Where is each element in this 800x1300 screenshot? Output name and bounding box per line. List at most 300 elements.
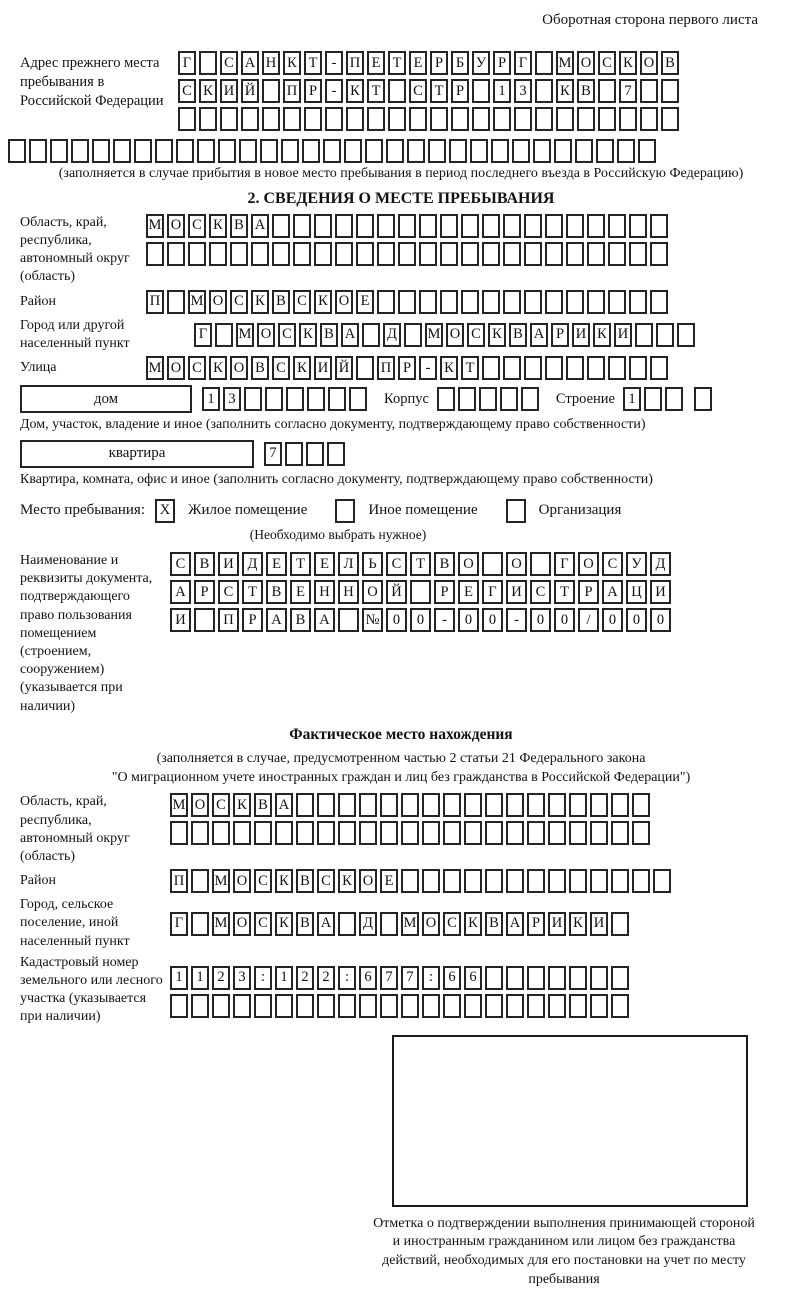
- char-cell[interactable]: Р: [551, 323, 569, 347]
- char-cell[interactable]: 0: [626, 608, 647, 632]
- char-cell[interactable]: П: [218, 608, 239, 632]
- char-cell[interactable]: [524, 290, 542, 314]
- char-cell[interactable]: [380, 793, 398, 817]
- char-cell[interactable]: [134, 139, 152, 163]
- char-cell[interactable]: [29, 139, 47, 163]
- char-cell[interactable]: М: [146, 214, 164, 238]
- char-cell[interactable]: [419, 242, 437, 266]
- char-cell[interactable]: [514, 107, 532, 131]
- char-cell[interactable]: [485, 966, 503, 990]
- char-cell[interactable]: 0: [482, 608, 503, 632]
- char-cell[interactable]: О: [257, 323, 275, 347]
- char-cell[interactable]: 3: [233, 966, 251, 990]
- char-cell[interactable]: [272, 214, 290, 238]
- char-cell[interactable]: Н: [262, 51, 280, 75]
- char-cell[interactable]: К: [593, 323, 611, 347]
- char-cell[interactable]: [451, 107, 469, 131]
- char-cell[interactable]: [587, 356, 605, 380]
- char-cell[interactable]: К: [275, 912, 293, 936]
- char-cell[interactable]: [377, 214, 395, 238]
- char-cell[interactable]: [380, 912, 398, 936]
- char-cell[interactable]: [272, 242, 290, 266]
- char-cell[interactable]: [503, 290, 521, 314]
- char-cell[interactable]: С: [317, 869, 335, 893]
- char-cell[interactable]: [356, 214, 374, 238]
- char-cell[interactable]: 0: [386, 608, 407, 632]
- char-cell[interactable]: Т: [388, 51, 406, 75]
- char-cell[interactable]: [199, 107, 217, 131]
- char-cell[interactable]: [482, 290, 500, 314]
- char-cell[interactable]: Т: [367, 79, 385, 103]
- char-cell[interactable]: [50, 139, 68, 163]
- char-cell[interactable]: Г: [194, 323, 212, 347]
- char-cell[interactable]: Т: [290, 552, 311, 576]
- char-cell[interactable]: Т: [242, 580, 263, 604]
- char-cell[interactable]: М: [146, 356, 164, 380]
- char-cell[interactable]: [632, 869, 650, 893]
- char-cell[interactable]: [661, 79, 679, 103]
- char-cell[interactable]: [512, 139, 530, 163]
- char-cell[interactable]: И: [614, 323, 632, 347]
- char-cell[interactable]: [443, 821, 461, 845]
- char-cell[interactable]: [472, 79, 490, 103]
- char-cell[interactable]: 0: [410, 608, 431, 632]
- char-cell[interactable]: [359, 821, 377, 845]
- char-cell[interactable]: [485, 821, 503, 845]
- char-cell[interactable]: [362, 323, 380, 347]
- char-cell[interactable]: [304, 107, 322, 131]
- char-cell[interactable]: [640, 79, 658, 103]
- char-cell[interactable]: [556, 107, 574, 131]
- char-cell[interactable]: 2: [317, 966, 335, 990]
- char-cell[interactable]: [506, 793, 524, 817]
- char-cell[interactable]: [327, 442, 345, 466]
- char-cell[interactable]: О: [362, 580, 383, 604]
- char-cell[interactable]: А: [341, 323, 359, 347]
- char-cell[interactable]: [401, 821, 419, 845]
- char-cell[interactable]: М: [170, 793, 188, 817]
- char-cell[interactable]: №: [362, 608, 383, 632]
- char-cell[interactable]: [71, 139, 89, 163]
- stay-type-checkbox-residential[interactable]: X: [155, 499, 175, 523]
- char-cell[interactable]: [422, 793, 440, 817]
- char-cell[interactable]: Т: [410, 552, 431, 576]
- char-cell[interactable]: [306, 442, 324, 466]
- char-cell[interactable]: [566, 214, 584, 238]
- char-cell[interactable]: [569, 966, 587, 990]
- char-cell[interactable]: К: [346, 79, 364, 103]
- char-cell[interactable]: [349, 387, 367, 411]
- char-cell[interactable]: [239, 139, 257, 163]
- char-cell[interactable]: [611, 994, 629, 1018]
- char-cell[interactable]: Р: [194, 580, 215, 604]
- char-cell[interactable]: [640, 107, 658, 131]
- char-cell[interactable]: [611, 793, 629, 817]
- char-cell[interactable]: [472, 107, 490, 131]
- char-cell[interactable]: [545, 242, 563, 266]
- char-cell[interactable]: И: [220, 79, 238, 103]
- char-cell[interactable]: 7: [264, 442, 282, 466]
- char-cell[interactable]: К: [619, 51, 637, 75]
- char-cell[interactable]: 6: [464, 966, 482, 990]
- char-cell[interactable]: [443, 869, 461, 893]
- char-cell[interactable]: И: [572, 323, 590, 347]
- char-cell[interactable]: [440, 290, 458, 314]
- char-cell[interactable]: [548, 994, 566, 1018]
- char-cell[interactable]: [262, 107, 280, 131]
- char-cell[interactable]: [482, 214, 500, 238]
- char-cell[interactable]: Е: [409, 51, 427, 75]
- char-cell[interactable]: [191, 912, 209, 936]
- char-cell[interactable]: [307, 387, 325, 411]
- char-cell[interactable]: 0: [554, 608, 575, 632]
- char-cell[interactable]: [244, 387, 262, 411]
- char-cell[interactable]: -: [434, 608, 455, 632]
- char-cell[interactable]: 3: [223, 387, 241, 411]
- char-cell[interactable]: [524, 356, 542, 380]
- char-cell[interactable]: В: [251, 356, 269, 380]
- char-cell[interactable]: [503, 214, 521, 238]
- char-cell[interactable]: О: [335, 290, 353, 314]
- char-cell[interactable]: В: [290, 608, 311, 632]
- char-cell[interactable]: А: [602, 580, 623, 604]
- char-cell[interactable]: 1: [623, 387, 641, 411]
- char-cell[interactable]: [493, 107, 511, 131]
- char-cell[interactable]: К: [488, 323, 506, 347]
- char-cell[interactable]: [338, 608, 359, 632]
- char-cell[interactable]: [524, 242, 542, 266]
- char-cell[interactable]: :: [338, 966, 356, 990]
- char-cell[interactable]: -: [419, 356, 437, 380]
- char-cell[interactable]: [608, 214, 626, 238]
- char-cell[interactable]: [569, 994, 587, 1018]
- char-cell[interactable]: [464, 869, 482, 893]
- char-cell[interactable]: Р: [398, 356, 416, 380]
- char-cell[interactable]: Г: [482, 580, 503, 604]
- char-cell[interactable]: [650, 242, 668, 266]
- char-cell[interactable]: 7: [619, 79, 637, 103]
- char-cell[interactable]: [632, 793, 650, 817]
- char-cell[interactable]: 3: [514, 79, 532, 103]
- char-cell[interactable]: [617, 139, 635, 163]
- char-cell[interactable]: 1: [493, 79, 511, 103]
- char-cell[interactable]: М: [188, 290, 206, 314]
- char-cell[interactable]: К: [251, 290, 269, 314]
- char-cell[interactable]: Р: [434, 580, 455, 604]
- char-cell[interactable]: [212, 821, 230, 845]
- char-cell[interactable]: [380, 994, 398, 1018]
- char-cell[interactable]: Р: [578, 580, 599, 604]
- char-cell[interactable]: [485, 869, 503, 893]
- char-cell[interactable]: [92, 139, 110, 163]
- char-cell[interactable]: [569, 869, 587, 893]
- char-cell[interactable]: В: [485, 912, 503, 936]
- char-cell[interactable]: А: [317, 912, 335, 936]
- char-cell[interactable]: [644, 387, 662, 411]
- char-cell[interactable]: С: [598, 51, 616, 75]
- char-cell[interactable]: [365, 139, 383, 163]
- char-cell[interactable]: [521, 387, 539, 411]
- char-cell[interactable]: Т: [554, 580, 575, 604]
- char-cell[interactable]: [328, 387, 346, 411]
- char-cell[interactable]: 0: [530, 608, 551, 632]
- char-cell[interactable]: Г: [178, 51, 196, 75]
- char-cell[interactable]: И: [218, 552, 239, 576]
- char-cell[interactable]: К: [338, 869, 356, 893]
- char-cell[interactable]: 0: [458, 608, 479, 632]
- char-cell[interactable]: [314, 214, 332, 238]
- char-cell[interactable]: [386, 139, 404, 163]
- char-cell[interactable]: С: [278, 323, 296, 347]
- char-cell[interactable]: [275, 994, 293, 1018]
- char-cell[interactable]: [335, 214, 353, 238]
- char-cell[interactable]: [388, 107, 406, 131]
- char-cell[interactable]: [296, 994, 314, 1018]
- char-cell[interactable]: [587, 242, 605, 266]
- char-cell[interactable]: [325, 107, 343, 131]
- char-cell[interactable]: [356, 242, 374, 266]
- char-cell[interactable]: В: [661, 51, 679, 75]
- char-cell[interactable]: 1: [191, 966, 209, 990]
- char-cell[interactable]: [548, 966, 566, 990]
- char-cell[interactable]: [482, 356, 500, 380]
- char-cell[interactable]: В: [230, 214, 248, 238]
- char-cell[interactable]: [506, 966, 524, 990]
- char-cell[interactable]: Е: [367, 51, 385, 75]
- char-cell[interactable]: [569, 821, 587, 845]
- char-cell[interactable]: [443, 994, 461, 1018]
- char-cell[interactable]: [197, 139, 215, 163]
- char-cell[interactable]: С: [218, 580, 239, 604]
- char-cell[interactable]: [191, 821, 209, 845]
- char-cell[interactable]: К: [209, 356, 227, 380]
- char-cell[interactable]: [167, 290, 185, 314]
- char-cell[interactable]: [419, 214, 437, 238]
- char-cell[interactable]: [409, 107, 427, 131]
- char-cell[interactable]: О: [446, 323, 464, 347]
- char-cell[interactable]: [230, 242, 248, 266]
- char-cell[interactable]: [377, 242, 395, 266]
- char-cell[interactable]: [440, 214, 458, 238]
- char-cell[interactable]: [650, 214, 668, 238]
- char-cell[interactable]: С: [409, 79, 427, 103]
- char-cell[interactable]: [443, 793, 461, 817]
- char-cell[interactable]: [265, 387, 283, 411]
- char-cell[interactable]: [590, 821, 608, 845]
- char-cell[interactable]: [176, 139, 194, 163]
- char-cell[interactable]: И: [548, 912, 566, 936]
- char-cell[interactable]: [548, 869, 566, 893]
- char-cell[interactable]: Р: [430, 51, 448, 75]
- char-cell[interactable]: [587, 214, 605, 238]
- char-cell[interactable]: [575, 139, 593, 163]
- char-cell[interactable]: [419, 290, 437, 314]
- char-cell[interactable]: [398, 242, 416, 266]
- char-cell[interactable]: [344, 139, 362, 163]
- char-cell[interactable]: [535, 51, 553, 75]
- char-cell[interactable]: Н: [314, 580, 335, 604]
- char-cell[interactable]: [346, 107, 364, 131]
- char-cell[interactable]: [464, 793, 482, 817]
- char-cell[interactable]: А: [506, 912, 524, 936]
- char-cell[interactable]: [590, 994, 608, 1018]
- char-cell[interactable]: 6: [443, 966, 461, 990]
- char-cell[interactable]: 6: [359, 966, 377, 990]
- char-cell[interactable]: [254, 994, 272, 1018]
- char-cell[interactable]: [281, 139, 299, 163]
- char-cell[interactable]: [506, 994, 524, 1018]
- char-cell[interactable]: [611, 869, 629, 893]
- char-cell[interactable]: [569, 793, 587, 817]
- char-cell[interactable]: Е: [266, 552, 287, 576]
- char-cell[interactable]: О: [359, 869, 377, 893]
- char-cell[interactable]: О: [422, 912, 440, 936]
- apartment-field-box[interactable]: [20, 440, 254, 468]
- char-cell[interactable]: В: [296, 869, 314, 893]
- char-cell[interactable]: [113, 139, 131, 163]
- char-cell[interactable]: [215, 323, 233, 347]
- char-cell[interactable]: [527, 821, 545, 845]
- char-cell[interactable]: [629, 356, 647, 380]
- char-cell[interactable]: [407, 139, 425, 163]
- char-cell[interactable]: М: [212, 869, 230, 893]
- stay-type-checkbox-organization[interactable]: [506, 499, 526, 523]
- char-cell[interactable]: О: [209, 290, 227, 314]
- char-cell[interactable]: [482, 242, 500, 266]
- char-cell[interactable]: -: [506, 608, 527, 632]
- char-cell[interactable]: Р: [304, 79, 322, 103]
- char-cell[interactable]: В: [254, 793, 272, 817]
- char-cell[interactable]: [535, 79, 553, 103]
- char-cell[interactable]: [191, 869, 209, 893]
- char-cell[interactable]: [566, 290, 584, 314]
- char-cell[interactable]: [619, 107, 637, 131]
- char-cell[interactable]: [554, 139, 572, 163]
- char-cell[interactable]: С: [254, 869, 272, 893]
- char-cell[interactable]: [611, 821, 629, 845]
- char-cell[interactable]: О: [578, 552, 599, 576]
- char-cell[interactable]: [506, 869, 524, 893]
- char-cell[interactable]: С: [220, 51, 238, 75]
- char-cell[interactable]: [356, 356, 374, 380]
- char-cell[interactable]: [422, 869, 440, 893]
- char-cell[interactable]: [302, 139, 320, 163]
- char-cell[interactable]: [596, 139, 614, 163]
- char-cell[interactable]: Р: [451, 79, 469, 103]
- char-cell[interactable]: С: [386, 552, 407, 576]
- house-field-box[interactable]: [20, 385, 192, 413]
- char-cell[interactable]: О: [640, 51, 658, 75]
- char-cell[interactable]: [323, 139, 341, 163]
- char-cell[interactable]: О: [167, 356, 185, 380]
- char-cell[interactable]: [317, 821, 335, 845]
- char-cell[interactable]: [590, 966, 608, 990]
- char-cell[interactable]: К: [464, 912, 482, 936]
- char-cell[interactable]: И: [650, 580, 671, 604]
- char-cell[interactable]: [335, 242, 353, 266]
- char-cell[interactable]: О: [233, 869, 251, 893]
- char-cell[interactable]: [527, 793, 545, 817]
- char-cell[interactable]: К: [556, 79, 574, 103]
- char-cell[interactable]: О: [577, 51, 595, 75]
- char-cell[interactable]: [527, 869, 545, 893]
- char-cell[interactable]: [566, 242, 584, 266]
- char-cell[interactable]: О: [458, 552, 479, 576]
- char-cell[interactable]: К: [283, 51, 301, 75]
- char-cell[interactable]: [293, 242, 311, 266]
- char-cell[interactable]: [608, 242, 626, 266]
- char-cell[interactable]: О: [230, 356, 248, 380]
- char-cell[interactable]: [241, 107, 259, 131]
- char-cell[interactable]: П: [377, 356, 395, 380]
- char-cell[interactable]: [587, 290, 605, 314]
- char-cell[interactable]: Й: [335, 356, 353, 380]
- char-cell[interactable]: Е: [380, 869, 398, 893]
- char-cell[interactable]: О: [167, 214, 185, 238]
- char-cell[interactable]: [178, 107, 196, 131]
- char-cell[interactable]: [590, 793, 608, 817]
- char-cell[interactable]: [367, 107, 385, 131]
- char-cell[interactable]: [296, 821, 314, 845]
- char-cell[interactable]: В: [434, 552, 455, 576]
- char-cell[interactable]: [470, 139, 488, 163]
- char-cell[interactable]: П: [146, 290, 164, 314]
- char-cell[interactable]: Д: [383, 323, 401, 347]
- char-cell[interactable]: Т: [304, 51, 322, 75]
- char-cell[interactable]: [233, 821, 251, 845]
- char-cell[interactable]: [485, 793, 503, 817]
- char-cell[interactable]: С: [212, 793, 230, 817]
- char-cell[interactable]: Р: [493, 51, 511, 75]
- char-cell[interactable]: Й: [386, 580, 407, 604]
- char-cell[interactable]: Л: [338, 552, 359, 576]
- char-cell[interactable]: У: [472, 51, 490, 75]
- char-cell[interactable]: В: [272, 290, 290, 314]
- char-cell[interactable]: 2: [212, 966, 230, 990]
- char-cell[interactable]: [188, 242, 206, 266]
- char-cell[interactable]: :: [254, 966, 272, 990]
- char-cell[interactable]: [398, 290, 416, 314]
- char-cell[interactable]: С: [293, 290, 311, 314]
- char-cell[interactable]: А: [314, 608, 335, 632]
- char-cell[interactable]: Е: [356, 290, 374, 314]
- char-cell[interactable]: [629, 214, 647, 238]
- char-cell[interactable]: [377, 290, 395, 314]
- char-cell[interactable]: 1: [202, 387, 220, 411]
- char-cell[interactable]: [577, 107, 595, 131]
- char-cell[interactable]: С: [254, 912, 272, 936]
- char-cell[interactable]: А: [241, 51, 259, 75]
- char-cell[interactable]: Р: [527, 912, 545, 936]
- char-cell[interactable]: К: [569, 912, 587, 936]
- char-cell[interactable]: К: [199, 79, 217, 103]
- char-cell[interactable]: [506, 821, 524, 845]
- char-cell[interactable]: [482, 552, 503, 576]
- char-cell[interactable]: [653, 869, 671, 893]
- char-cell[interactable]: [611, 912, 629, 936]
- char-cell[interactable]: [464, 994, 482, 1018]
- char-cell[interactable]: 1: [275, 966, 293, 990]
- char-cell[interactable]: С: [178, 79, 196, 103]
- char-cell[interactable]: [422, 994, 440, 1018]
- char-cell[interactable]: А: [275, 793, 293, 817]
- char-cell[interactable]: [656, 323, 674, 347]
- char-cell[interactable]: У: [626, 552, 647, 576]
- char-cell[interactable]: О: [506, 552, 527, 576]
- char-cell[interactable]: [404, 323, 422, 347]
- char-cell[interactable]: К: [275, 869, 293, 893]
- char-cell[interactable]: [632, 821, 650, 845]
